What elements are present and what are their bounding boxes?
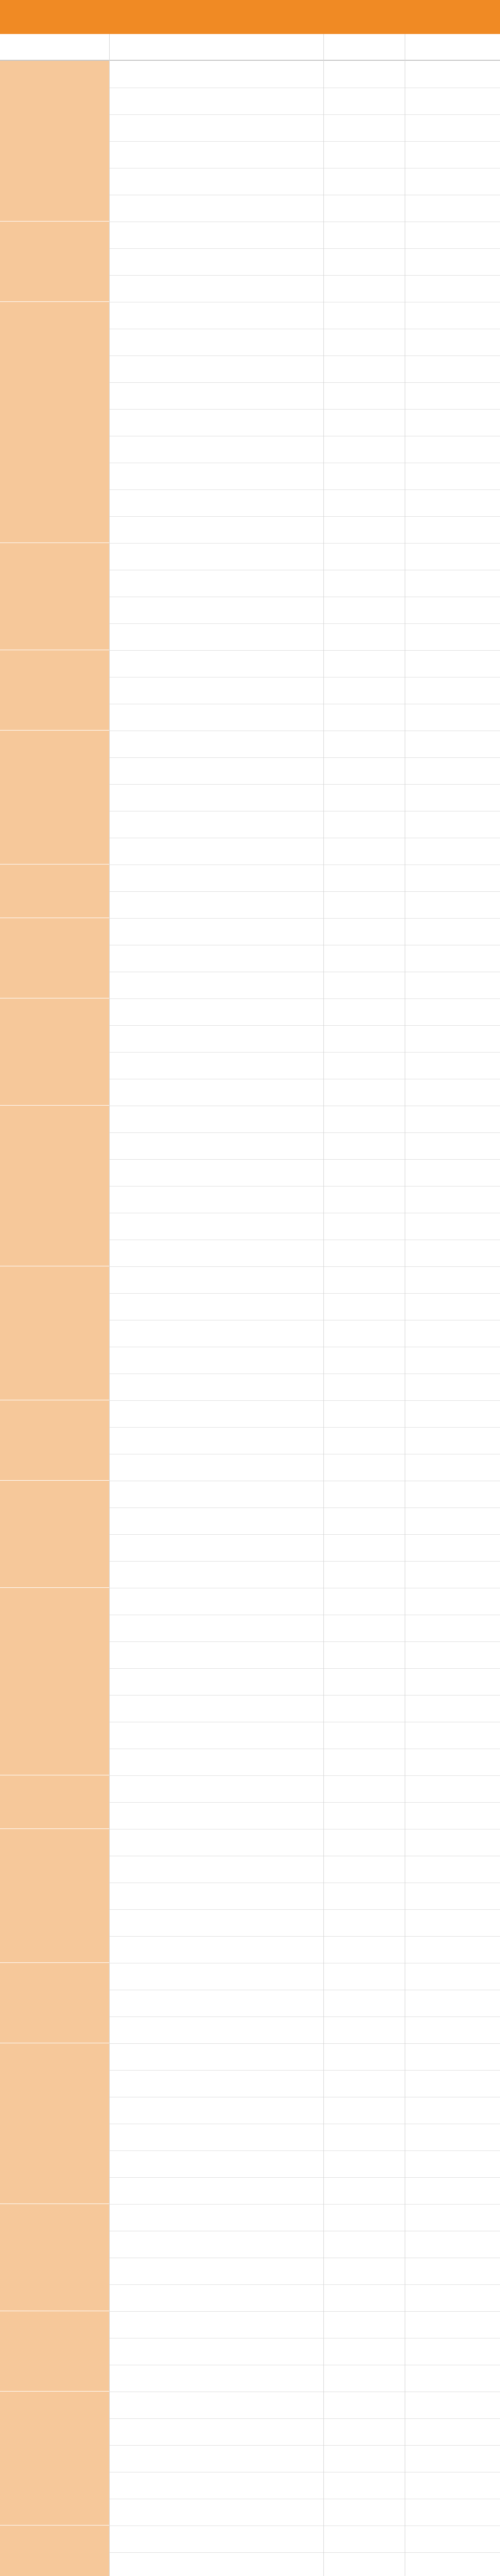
group-cell bbox=[0, 1775, 109, 1829]
group-cell bbox=[0, 2043, 109, 2204]
column-divider bbox=[109, 34, 110, 2576]
header-col-d bbox=[405, 34, 500, 60]
group-cell bbox=[0, 1400, 109, 1481]
group-cell bbox=[0, 731, 109, 865]
group-cell bbox=[0, 918, 109, 998]
group-cell bbox=[0, 2392, 109, 2526]
group-cell bbox=[0, 302, 109, 543]
group-cell bbox=[0, 61, 109, 222]
group-cell bbox=[0, 2204, 109, 2311]
group-cell bbox=[0, 1481, 109, 1588]
group-cell bbox=[0, 1963, 109, 2043]
table-header bbox=[0, 34, 500, 61]
group-cell bbox=[0, 865, 109, 918]
table-body bbox=[0, 61, 500, 2576]
title-bar bbox=[0, 0, 500, 34]
header-col-b bbox=[109, 34, 323, 60]
group-cell bbox=[0, 543, 109, 650]
group-cell bbox=[0, 2311, 109, 2392]
header-col-c bbox=[323, 34, 405, 60]
group-cell bbox=[0, 1588, 109, 1775]
group-cell bbox=[0, 222, 109, 302]
header-col-a bbox=[0, 34, 109, 60]
group-cell bbox=[0, 998, 109, 1106]
column-divider bbox=[323, 34, 324, 2576]
group-cell bbox=[0, 2526, 109, 2576]
group-cell bbox=[0, 650, 109, 731]
group-cell bbox=[0, 1106, 109, 1266]
group-cell bbox=[0, 1829, 109, 1963]
page-title bbox=[0, 0, 500, 34]
group-cell bbox=[0, 1266, 109, 1400]
